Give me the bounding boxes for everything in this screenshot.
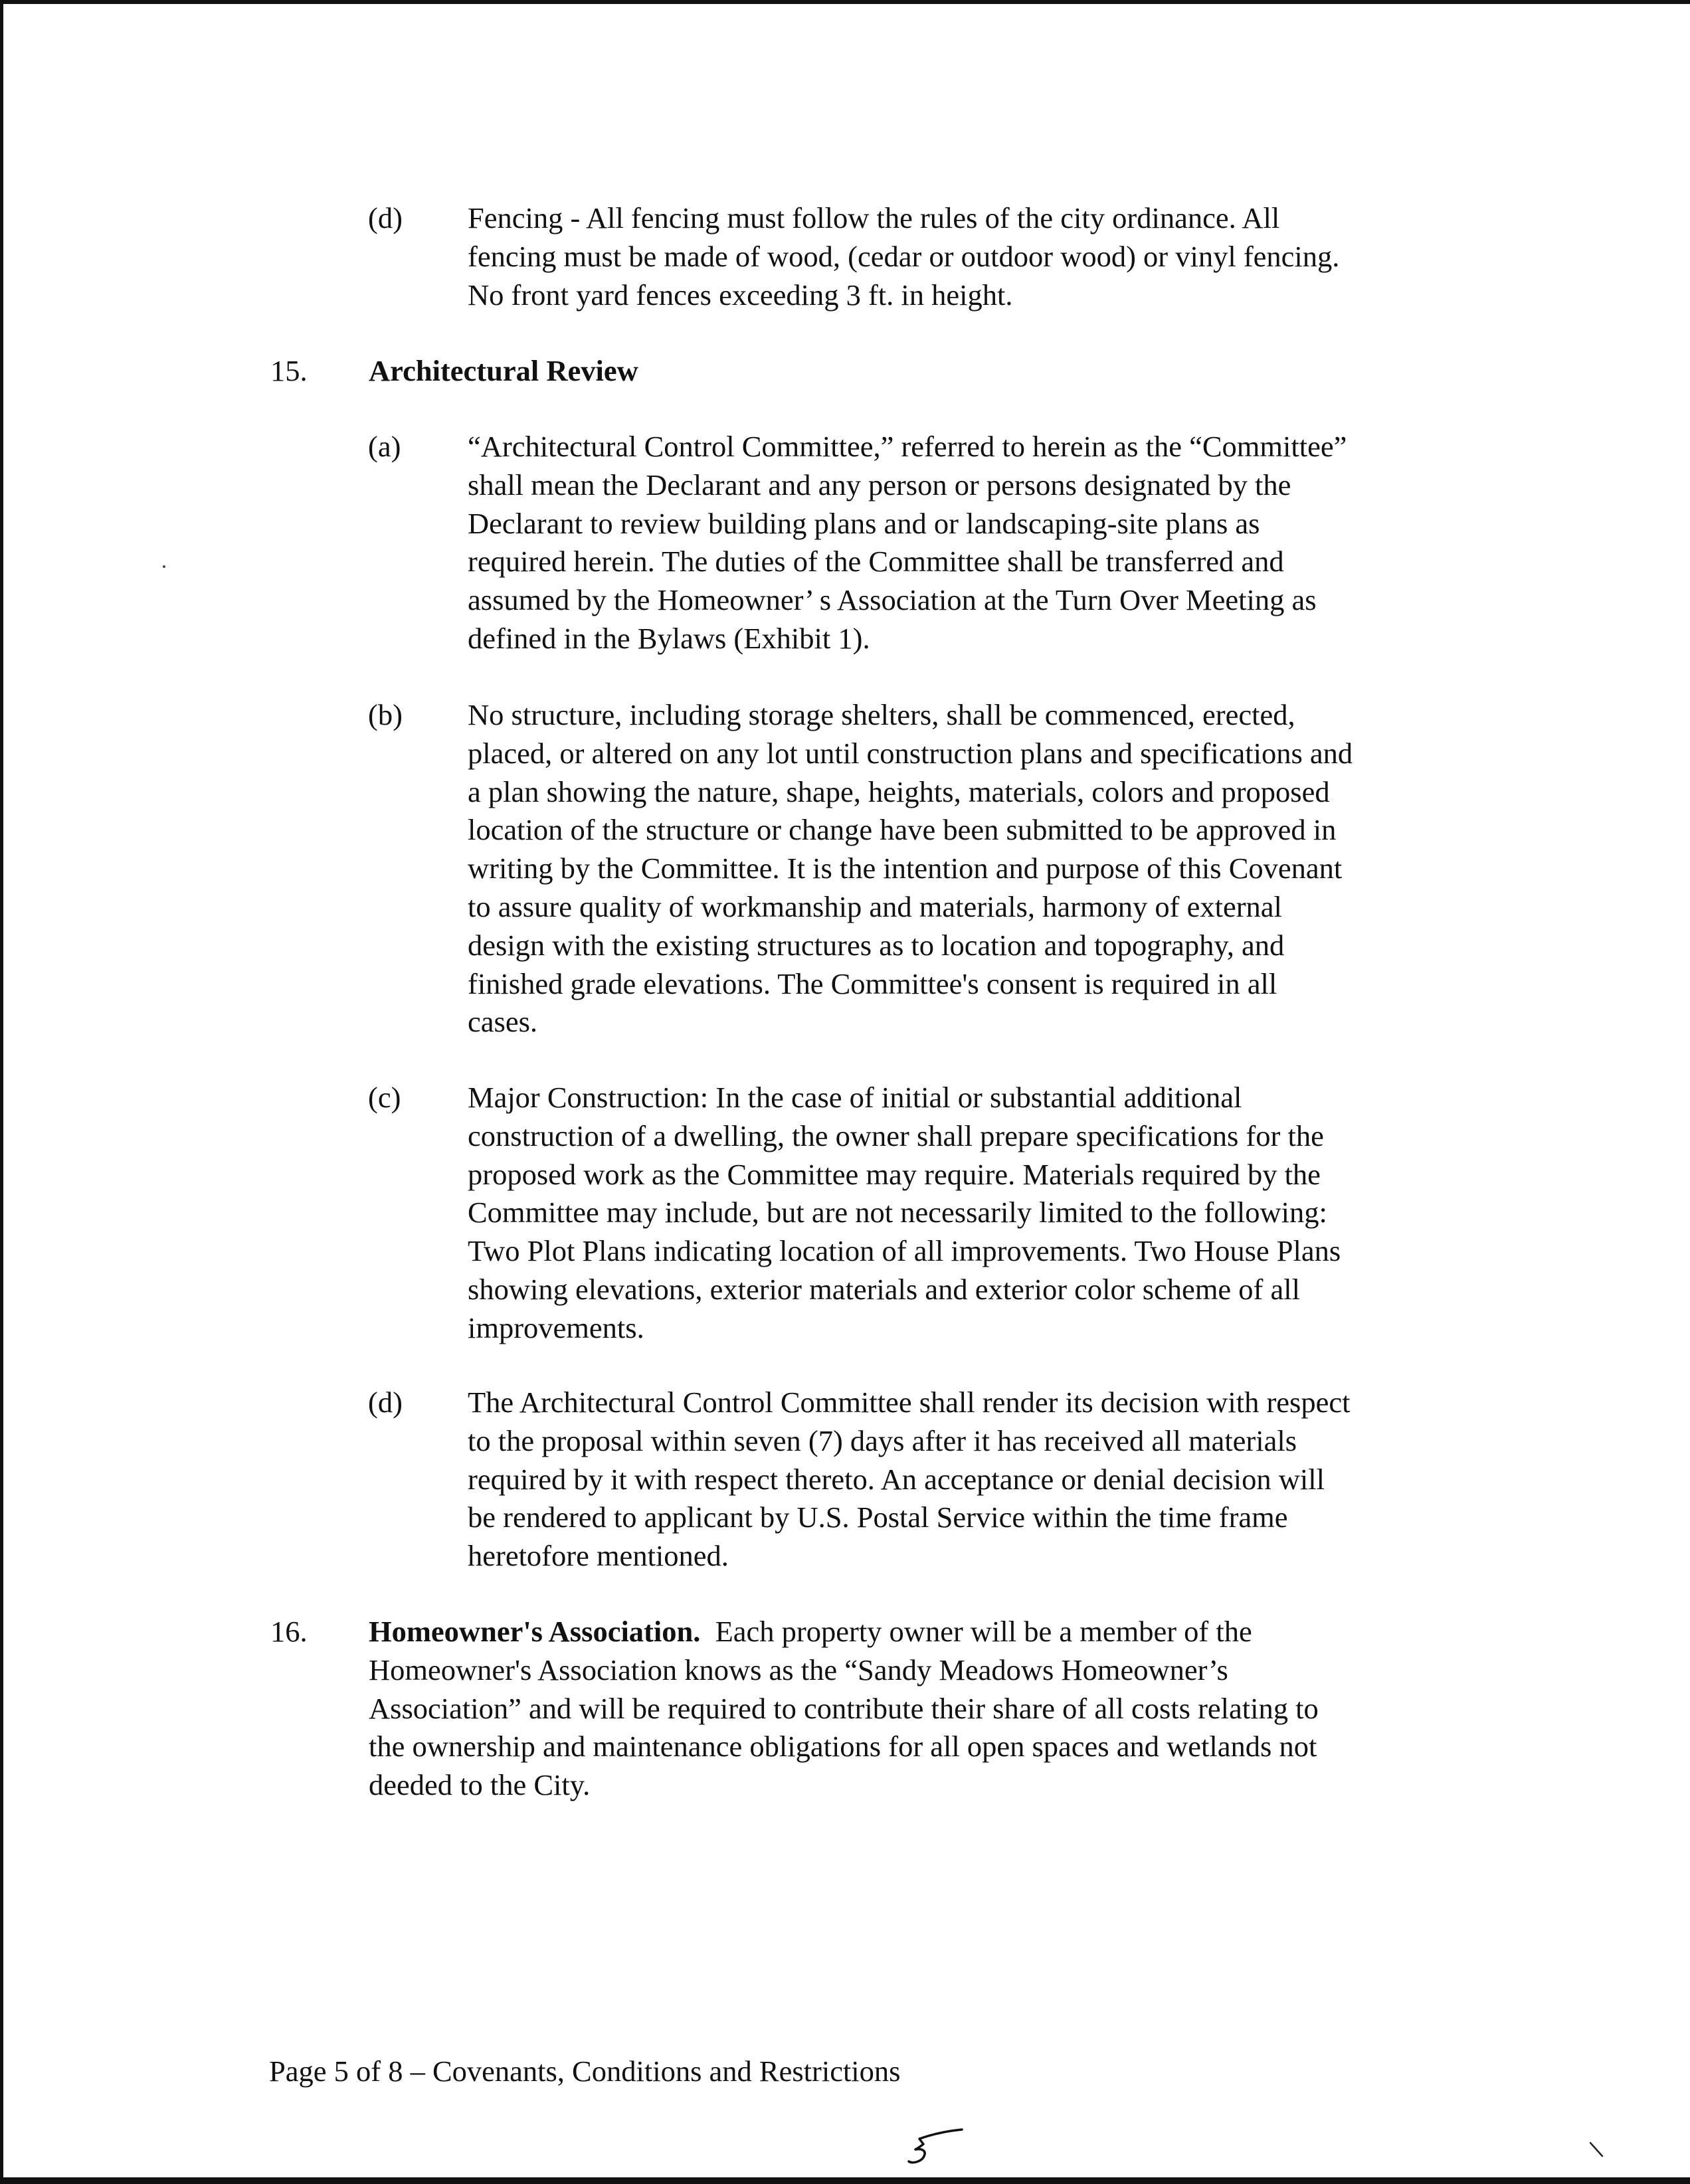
clause-line: placed, or altered on any lot until construction plans and specifications and: [468, 736, 1353, 770]
clause-line: shall mean the Declarant and any person or persons designated by the: [468, 468, 1291, 501]
clause-line: The Architectural Control Committee shall render its decision with respect: [468, 1386, 1351, 1419]
scan-speck: [163, 565, 165, 568]
clause-line: Major Construction: In the case of initial or substantial additional: [468, 1081, 1242, 1114]
clause-label: (d): [368, 1386, 403, 1419]
clause-line: Fencing - All fencing must follow the rules of the city ordinance. All: [468, 201, 1280, 234]
section-line: the ownership and maintenance obligations for all open spaces and wetlands not: [369, 1730, 1317, 1764]
clause-line: assumed by the Homeowner’ s Association at the Turn Over Meeting as: [468, 583, 1317, 617]
clause-line: required by it with respect thereto. An acceptance or denial decision will: [468, 1462, 1325, 1496]
clause-body: [468, 199, 1339, 314]
clause-line: be rendered to applicant by U.S. Postal Service within the time frame: [468, 1501, 1288, 1534]
section-number: 15.: [270, 354, 308, 387]
clause-line: fencing must be made of wood, (cedar or outdoor wood) or vinyl fencing.: [468, 239, 1340, 273]
clause-line: defined in the Bylaws (Exhibit 1).: [468, 621, 870, 655]
clause-body: [468, 696, 1353, 1042]
clause-body: [468, 1079, 1341, 1348]
page-footer: Page 5 of 8 – Covenants, Conditions and Restrictions: [269, 2054, 901, 2088]
section-line: deeded to the City.: [369, 1768, 591, 1802]
clause-body: [468, 428, 1347, 658]
clause-line: showing elevations, exterior materials and exterior color scheme of all: [468, 1272, 1300, 1306]
clause-line: cases.: [468, 1005, 538, 1039]
scan-mark: [1588, 2140, 1608, 2163]
clause-label: (c): [368, 1081, 401, 1114]
clause-line: Declarant to review building plans and or landscaping-site plans as: [468, 506, 1260, 540]
section-number: 16.: [270, 1615, 308, 1648]
section-text: Each property owner will be a member of the: [700, 1615, 1252, 1648]
clause-body: [468, 1384, 1350, 1576]
section-title: Homeowner's Association.: [369, 1615, 701, 1648]
handwritten-initial-drawing: [901, 2124, 967, 2171]
clause-line: writing by the Committee. It is the intention and purpose of this Covenant: [468, 852, 1343, 885]
clause-line: No structure, including storage shelters, shall be commenced, erected,: [468, 698, 1295, 731]
clause-line: improvements.: [468, 1311, 644, 1344]
scan-border: [0, 0, 1690, 4]
scan-mark-drawing: [1588, 2140, 1608, 2160]
clause-line: a plan showing the nature, shape, heights, materials, colors and proposed: [468, 774, 1330, 808]
section-first-line: [369, 1613, 1319, 1651]
clause-line: proposed work as the Committee may require. Materials required by the: [468, 1157, 1321, 1191]
clause-line: No front yard fences exceeding 3 ft. in height.: [468, 278, 1013, 312]
clause-line: design with the existing structures as to location and topography, and: [468, 928, 1285, 962]
scan-border: [0, 0, 3, 2184]
clause-label: (b): [368, 698, 403, 731]
clause-label: (d): [368, 201, 403, 234]
section-line: Association” and will be required to contribute their share of all costs relating to: [369, 1691, 1319, 1725]
clause-label: (a): [368, 430, 401, 463]
section-title: Architectural Review: [369, 354, 638, 387]
scan-border: [0, 2177, 1690, 2184]
clause-line: construction of a dwelling, the owner shall prepare specifications for the: [468, 1119, 1324, 1152]
clause-line: heretofore mentioned.: [468, 1539, 729, 1573]
clause-line: Committee may include, but are not necessarily limited to the following:: [468, 1196, 1327, 1229]
clause-line: Two Plot Plans indicating location of all improvements. Two House Plans: [468, 1234, 1341, 1268]
handwritten-initial: [901, 2124, 967, 2174]
section-body: [369, 1613, 1319, 1805]
section-line: Homeowner's Association knows as the “Sandy Meadows Homeowner’s: [369, 1653, 1228, 1686]
clause-line: finished grade elevations. The Committee's consent is required in all: [468, 966, 1277, 1000]
clause-line: location of the structure or change have been submitted to be approved in: [468, 813, 1337, 847]
clause-line: to the proposal within seven (7) days after it has received all materials: [468, 1423, 1297, 1457]
clause-line: to assure quality of workmanship and materials, harmony of external: [468, 889, 1282, 923]
clause-line: required herein. The duties of the Committee shall be transferred and: [468, 545, 1284, 579]
clause-line: “Architectural Control Committee,” referred to herein as the “Committee”: [468, 430, 1347, 463]
